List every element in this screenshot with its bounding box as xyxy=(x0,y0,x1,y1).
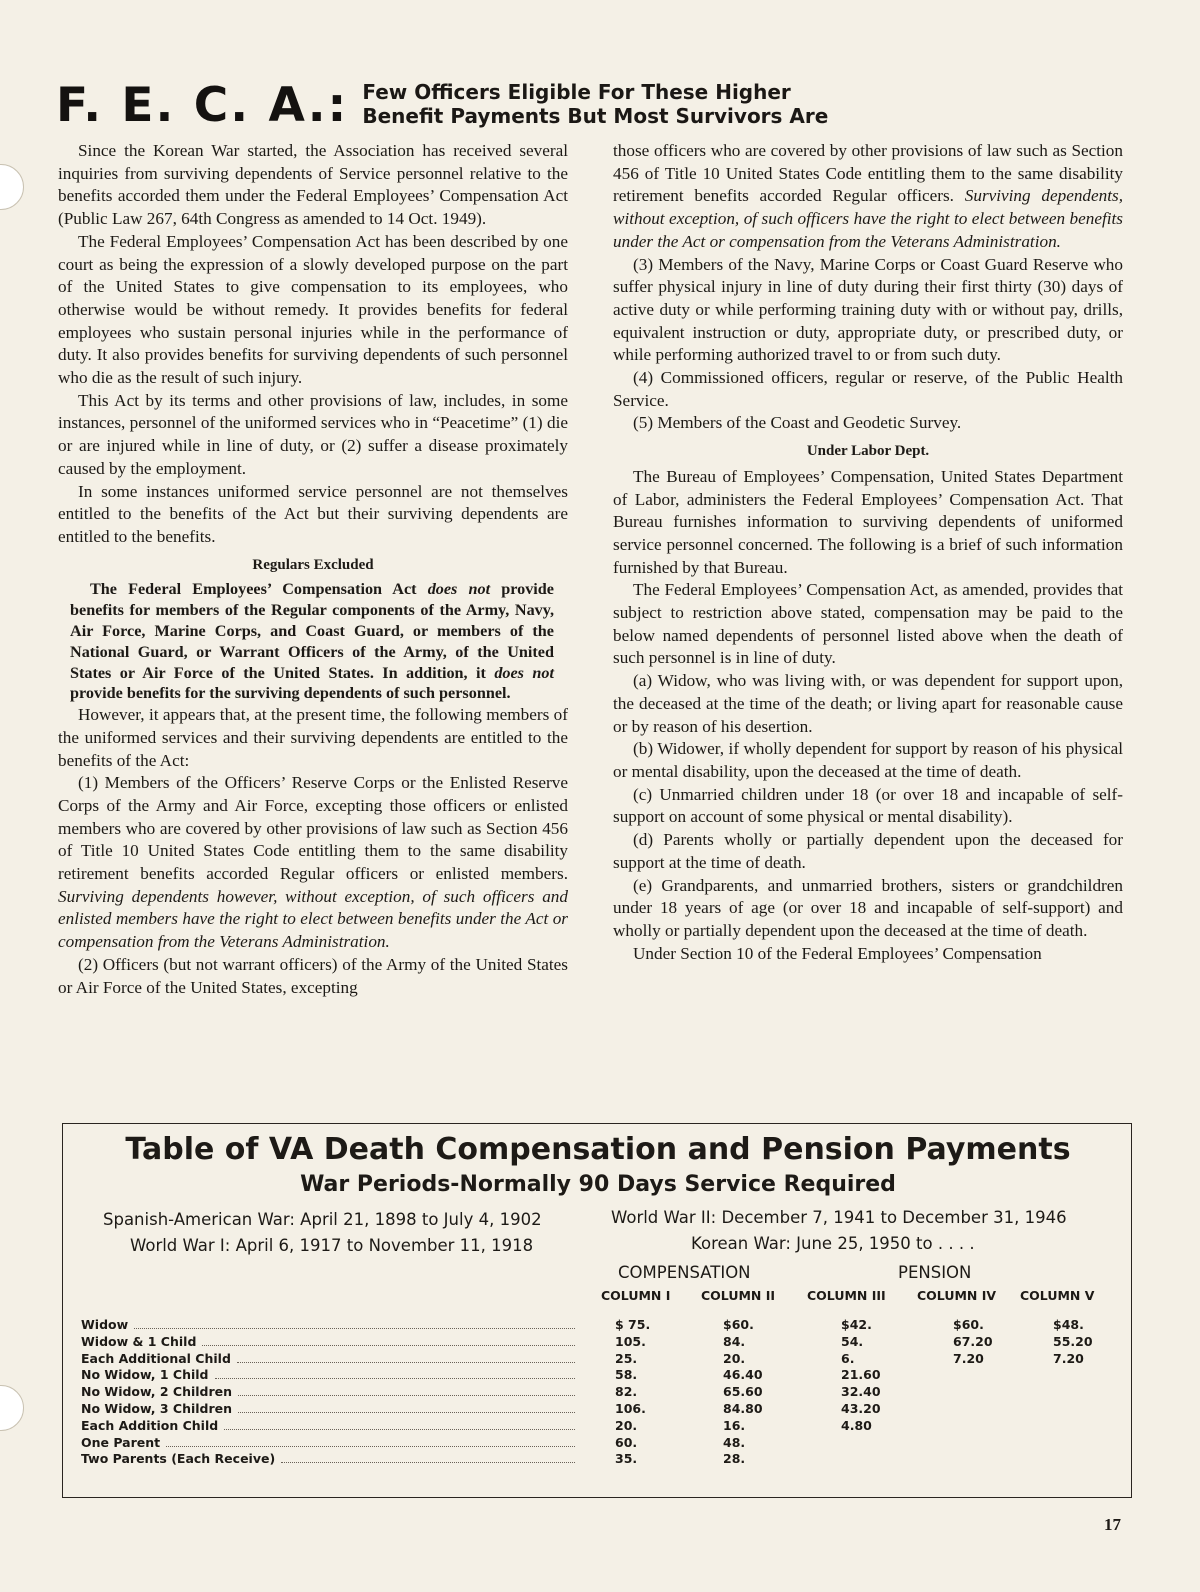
paragraph: (b) Widower, if wholly dependent for support by reason of his physical or mental disability, upon the deceased at the time of death. xyxy=(613,739,1123,781)
table-cell-column-2: $60. xyxy=(723,1317,754,1332)
column-header-3: COLUMN III xyxy=(807,1288,886,1303)
column-header-1: COLUMN I xyxy=(601,1288,671,1303)
paragraph: Under Section 10 of the Federal Employees’ Compensation xyxy=(633,943,1042,963)
bold-paragraph xyxy=(58,579,568,704)
table-cell-column-2: 46.40 xyxy=(723,1367,763,1383)
table-cell-column-1: $ 75. xyxy=(615,1317,651,1332)
table-title: Table of VA Death Compensation and Pension Payments xyxy=(125,1132,1071,1167)
table-cell-column-3: 4.80 xyxy=(841,1417,872,1433)
page-number: 17 xyxy=(1104,1515,1121,1534)
table-cell-column-1: 60. xyxy=(615,1434,638,1450)
period-ww1: World War I: April 6, 1917 to November 11, 1918 xyxy=(130,1236,534,1255)
column-header-2: COLUMN II xyxy=(701,1288,776,1303)
paragraph: (d) Parents wholly or partially dependent upon the deceased for support at the time of death. xyxy=(613,830,1123,872)
table-cell-column-5: $48. xyxy=(1053,1317,1084,1332)
row-label: Widow xyxy=(81,1317,129,1332)
table-cell-column-3: 54. xyxy=(841,1333,864,1349)
column-header-5: COLUMN V xyxy=(1020,1288,1095,1303)
dot-leader xyxy=(238,1401,575,1413)
row-label: No Widow, 2 Children xyxy=(81,1384,233,1400)
paragraph-text: those officers who are covered by other provisions of law such as Section 456 of Title 10 United States Code entitling them to the same disability retirement benefits accorded Regular officers. xyxy=(613,141,1123,206)
period-spanish-american: Spanish-American War: April 21, 1898 to July 4, 1902 xyxy=(103,1210,542,1229)
dot-leader xyxy=(224,1418,575,1430)
bold-text: The Federal Employees’ Compensation Act xyxy=(90,580,417,599)
headline-acronym: F. E. C. A.: xyxy=(56,78,349,133)
paragraph: (a) Widow, who was living with, or was dependent for support upon, the deceased at the time of the death; or living apart for reasonable cause or by reason of his desertion. xyxy=(613,671,1123,736)
table-cell-column-4: 67.20 xyxy=(953,1333,993,1349)
row-label: One Parent xyxy=(81,1434,161,1450)
paragraph: (c) Unmarried children under 18 (or over 18 and incapable of self-support on account of some physical or mental disability). xyxy=(613,784,1123,827)
paragraph: Since the Korean War started, the Association has received several inquiries from surviving dependents of Service personnel relative to the benefits accorded them under the Federal Employees’ Compensation Act (Public Law 267, 64th Congress as amended to 14 Oct. 1949). xyxy=(58,141,568,229)
table-cell-column-3: 32.40 xyxy=(841,1384,881,1400)
table-row xyxy=(81,1418,575,1433)
row-label: Each Addition Child xyxy=(81,1417,219,1433)
column-header-4: COLUMN IV xyxy=(917,1288,997,1303)
italic-text: Surviving dependents, without exception, of such officers have the right to elect between benefits under the Act or compensation from the Veterans Administration. xyxy=(613,186,1123,251)
paragraph: (3) Members of the Navy, Marine Corps or Coast Guard Reserve who suffer physical injury in line of duty during their first thirty (30) days of active duty or while performing training duty with or without pay, drills, equivalent instruction or duty, appropriate duty, or prescribed duty, or while performing authorized travel to or from such duty. xyxy=(613,254,1123,365)
table-cell-column-2: 48. xyxy=(723,1434,746,1450)
bold-text: provide benefits for members of the Regular components of the Army, Navy, Air Force, Marine Corps, and Coast Guard, or members of the National Guard, or Warrant Officers of the Army, of the United States or Air Force of the United States. In addition, it xyxy=(70,580,554,682)
bold-text: provide benefits for the surviving dependents of such personnel. xyxy=(70,684,511,703)
period-ww2: World War II: December 7, 1941 to December 31, 1946 xyxy=(611,1208,1067,1227)
article-headline xyxy=(56,78,829,133)
table-row xyxy=(81,1451,575,1466)
dot-leader xyxy=(166,1435,575,1447)
table-cell-column-2: 28. xyxy=(723,1451,746,1467)
row-label: Two Parents (Each Receive) xyxy=(81,1451,276,1467)
emphasis-text: does not xyxy=(427,580,491,599)
emphasis-text: does not xyxy=(494,663,554,682)
paragraph: The Federal Employees’ Compensation Act has been described by one court as being the expression of a slowly developed purpose on the part of the United States to give compensation to its employees, who otherwise would be without remedy. It provides benefits for federal employees who sustain personal injuries while in the performance of duty. It also provides benefits for surviving dependents of such personnel who die as the result of such injury. xyxy=(58,231,568,388)
table-cell-column-2: 16. xyxy=(723,1417,746,1433)
row-label: No Widow, 1 Child xyxy=(81,1367,209,1383)
left-column xyxy=(58,140,568,999)
table-cell-column-5: 7.20 xyxy=(1053,1350,1084,1366)
dot-leader xyxy=(202,1334,575,1346)
row-label: No Widow, 3 Children xyxy=(81,1401,233,1416)
dot-leader xyxy=(215,1367,576,1379)
table-row xyxy=(81,1401,575,1416)
table-row xyxy=(81,1384,575,1399)
table-cell-column-1: 82. xyxy=(615,1384,638,1400)
paragraph xyxy=(58,772,568,954)
table-row xyxy=(81,1334,575,1349)
section-heading-regulars-excluded: Regulars Excluded xyxy=(252,556,374,573)
paragraph: (4) Commissioned officers, regular or reserve, of the Public Health Service. xyxy=(613,368,1123,410)
table-cell-column-3: $42. xyxy=(841,1317,872,1332)
table-row xyxy=(81,1367,575,1382)
table-cell-column-1: 35. xyxy=(615,1451,638,1467)
headline-subtitle-line2: Benefit Payments But Most Survivors Are xyxy=(362,104,829,128)
right-column xyxy=(613,140,1123,965)
table-row xyxy=(81,1317,575,1332)
period-korean: Korean War: June 25, 1950 to . . . . xyxy=(691,1234,975,1253)
punch-hole-bottom xyxy=(0,1385,24,1431)
table-row xyxy=(81,1435,575,1450)
table-cell-column-1: 105. xyxy=(615,1333,646,1349)
table-cell-column-2: 84.80 xyxy=(723,1401,763,1416)
paragraph: (5) Members of the Coast and Geodetic Survey. xyxy=(633,413,962,433)
table-subtitle: War Periods-Normally 90 Days Service Required xyxy=(300,1172,896,1197)
table-cell-column-3: 21.60 xyxy=(841,1367,881,1383)
paragraph: The Bureau of Employees’ Compensation, United States Department of Labor, administers the Federal Employees’ Compensation Act. That Bureau furnishes information to surviving dependents of uniformed service personnel concerned. The following is a brief of such information furnished by that Bureau. xyxy=(613,466,1123,577)
table-cell-column-1: 58. xyxy=(615,1367,638,1383)
punch-hole-top xyxy=(0,164,24,210)
group-pension: PENSION xyxy=(898,1263,972,1282)
va-payments-table-box xyxy=(62,1123,1132,1498)
table-cell-column-4: $60. xyxy=(953,1317,984,1332)
table-cell-column-1: 106. xyxy=(615,1401,646,1416)
italic-text: Surviving dependents however, without exception, of such officers and enlisted members have the right to elect between benefits under the Act or compensation from the Veterans Administration. xyxy=(58,886,568,952)
section-heading-labor-dept: Under Labor Dept. xyxy=(806,443,930,460)
table-cell-column-3: 43.20 xyxy=(841,1401,881,1416)
row-label: Each Additional Child xyxy=(81,1350,231,1366)
paragraph: The Federal Employees’ Compensation Act, as amended, provides that subject to restriction above stated, compensation may be paid to the below named dependents of personnel listed above when the death of such personnel is in line of duty. xyxy=(613,580,1123,668)
dot-leader xyxy=(237,1351,575,1363)
headline-subtitle-line1: Few Officers Eligible For These Higher xyxy=(362,80,791,104)
dot-leader xyxy=(134,1317,575,1329)
table-cell-column-5: 55.20 xyxy=(1053,1333,1093,1349)
paragraph: However, it appears that, at the present time, the following members of the uniformed services and their surviving dependents are entitled to the benefits of the Act: xyxy=(58,705,568,770)
table-cell-column-2: 20. xyxy=(723,1350,746,1366)
table-cell-column-4: 7.20 xyxy=(953,1350,984,1366)
table-cell-column-3: 6. xyxy=(841,1350,855,1366)
table-row xyxy=(81,1351,575,1366)
paragraph: (2) Officers (but not warrant officers) of the Army of the United States or Air Force of the United States, excepting xyxy=(58,954,568,997)
row-label: Widow & 1 Child xyxy=(81,1333,197,1349)
dot-leader xyxy=(238,1384,575,1396)
table-cell-column-1: 20. xyxy=(615,1417,638,1433)
dot-leader xyxy=(281,1451,575,1463)
paragraph: This Act by its terms and other provisions of law, includes, in some instances, personnel of the uniformed services who in “Peacetime” (1) die or are injured while in line of duty, or (2) suffer a disease proximately caused by the employment. xyxy=(58,390,568,478)
table-cell-column-2: 84. xyxy=(723,1333,746,1349)
table-cell-column-2: 65.60 xyxy=(723,1384,763,1400)
paragraph xyxy=(613,140,1123,254)
table-cell-column-1: 25. xyxy=(615,1350,638,1366)
group-compensation: COMPENSATION xyxy=(618,1263,751,1282)
paragraph: (e) Grandparents, and unmarried brothers, sisters or grandchildren under 18 years of age (or over 18 and incapable of self-support) and wholly or partially dependent upon the deceased at the time of death. xyxy=(613,875,1123,940)
paragraph-text: (1) Members of the Officers’ Reserve Corps or the Enlisted Reserve Corps of the Army and Air Force, excepting those officers or enlisted members who are covered by other provisions of law such as Section 456 of Title 10 United States Code entitling them to the same disability retirement benefits accorded Regular officers or enlisted members. xyxy=(58,773,568,884)
paragraph: In some instances uniformed service personnel are not themselves entitled to the benefits of the Act but their surviving dependents are entitled to the benefits. xyxy=(58,481,568,546)
headline-subtitle xyxy=(362,80,828,129)
